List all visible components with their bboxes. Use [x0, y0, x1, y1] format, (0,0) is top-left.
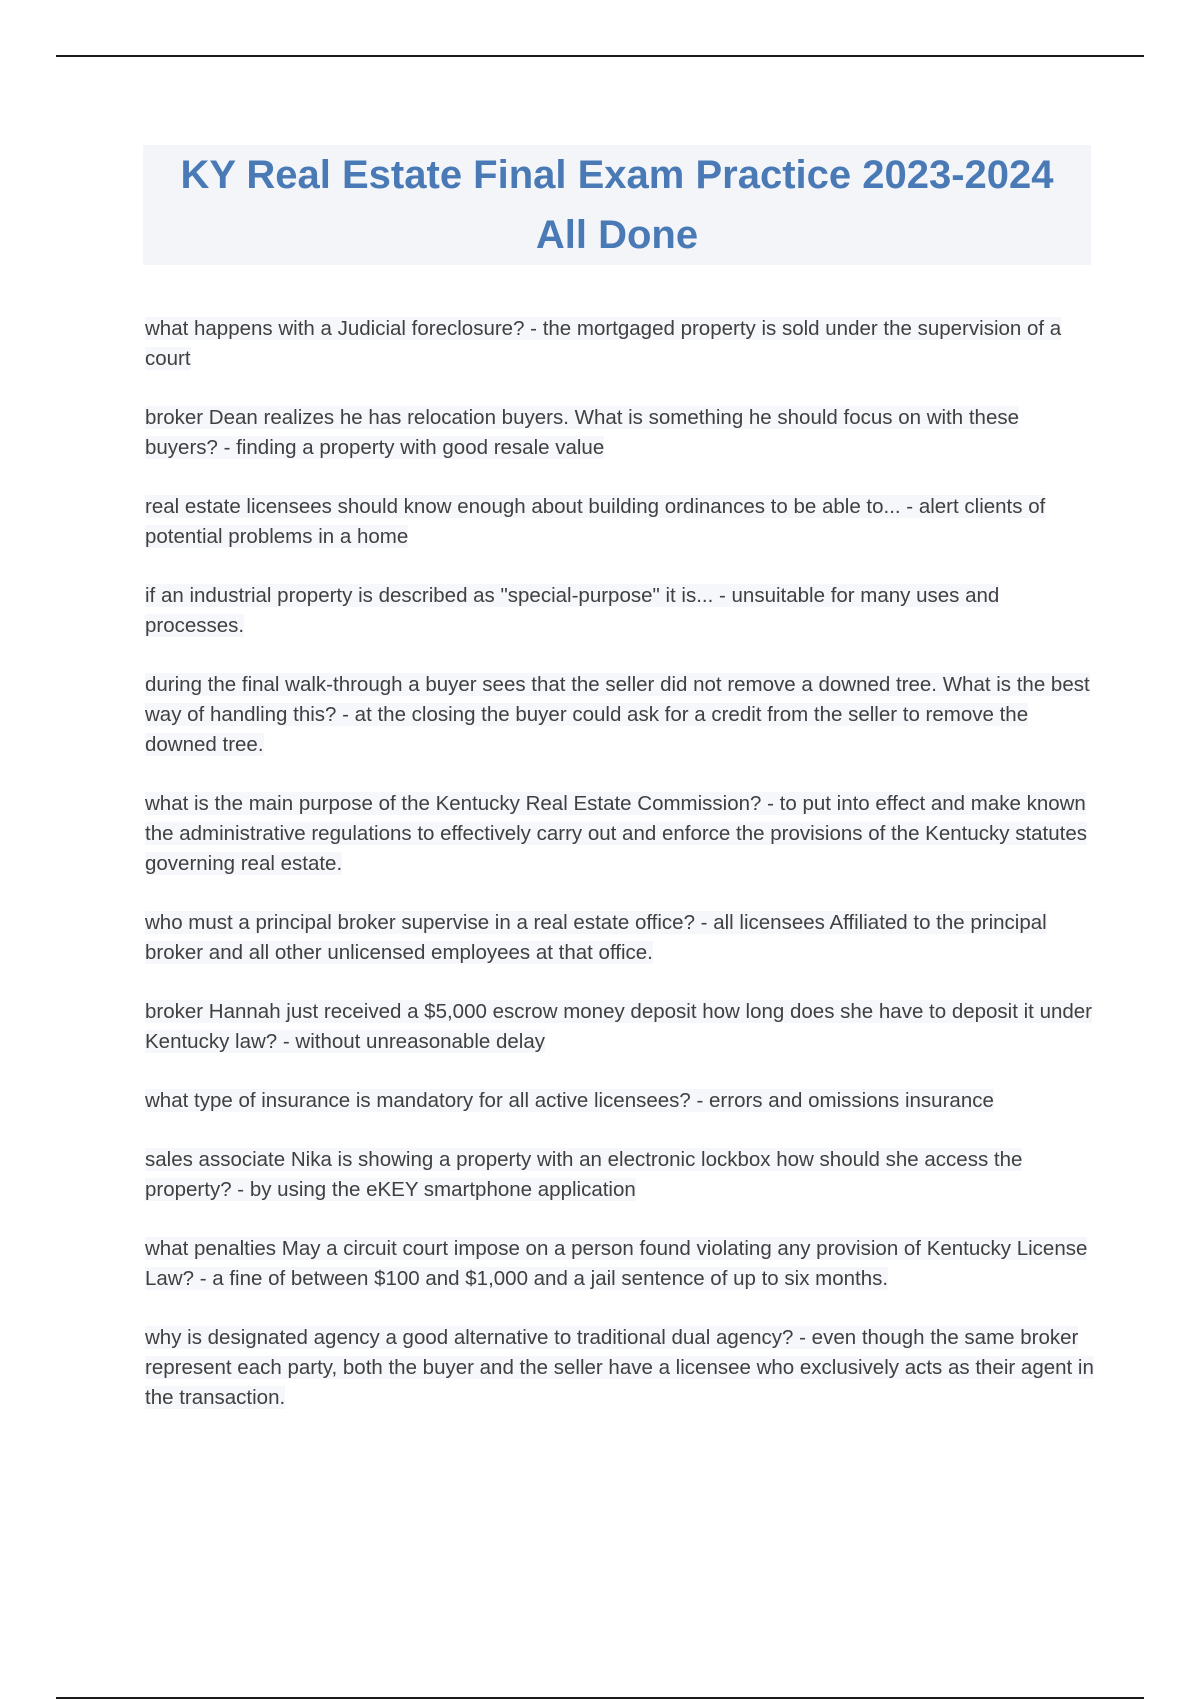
qa-item [145, 314, 1095, 374]
qa-text: broker Dean realizes he has relocation buyers. What is something he should focus on with these buyers? - finding a property with good resale value [145, 406, 1020, 459]
qa-text: if an industrial property is described as "special-purpose" it is... - unsuitable for many uses and processes. [145, 584, 1000, 637]
bottom-rule [56, 1697, 1144, 1699]
qa-item [145, 1323, 1095, 1413]
qa-text: why is designated agency a good alternative to traditional dual agency? - even though the same broker represent each party, both the buyer and the seller have a licensee who exclusively acts as their agent in the transaction. [145, 1326, 1094, 1409]
qa-item [145, 403, 1095, 463]
qa-list [145, 314, 1095, 1442]
qa-item [145, 997, 1095, 1057]
qa-item [145, 1086, 1095, 1116]
qa-text: what is the main purpose of the Kentucky Real Estate Commission? - to put into effect and make known the administrative regulations to effectively carry out and enforce the provisions of the Kentucky statutes governing real estate. [145, 792, 1087, 875]
qa-text: broker Hannah just received a $5,000 escrow money deposit how long does she have to deposit it under Kentucky law? - without unreasonable delay [145, 1000, 1093, 1053]
qa-item [145, 492, 1095, 552]
document-title-line-2: All Done [535, 213, 699, 257]
qa-text: real estate licensees should know enough about building ordinances to be able to... - alert clients of potential problems in a home [145, 495, 1046, 548]
qa-text: what penalties May a circuit court impose on a person found violating any provision of Kentucky License Law? - a fine of between $100 and $1,000 and a jail sentence of up to six months. [145, 1237, 1088, 1290]
qa-item [145, 581, 1095, 641]
qa-item [145, 789, 1095, 879]
document-title-line-1: KY Real Estate Final Exam Practice 2023-2024 [180, 153, 1054, 197]
qa-text: during the final walk-through a buyer sees that the seller did not remove a downed tree. What is the best way of handling this? - at the closing the buyer could ask for a credit from the seller to remove the downed tree. [145, 673, 1090, 756]
qa-text: who must a principal broker supervise in a real estate office? - all licensees Affiliated to the principal broker and all other unlicensed employees at that office. [145, 911, 1047, 964]
qa-text: what type of insurance is mandatory for all active licensees? - errors and omissions insurance [145, 1089, 994, 1112]
qa-text: what happens with a Judicial foreclosure? - the mortgaged property is sold under the supervision of a court [145, 317, 1062, 370]
qa-item [145, 1234, 1095, 1294]
title-banner [143, 145, 1091, 265]
qa-item [145, 670, 1095, 760]
qa-item [145, 1145, 1095, 1205]
qa-item [145, 908, 1095, 968]
qa-text: sales associate Nika is showing a property with an electronic lockbox how should she access the property? - by using the eKEY smartphone application [145, 1148, 1023, 1201]
top-rule [56, 55, 1144, 57]
